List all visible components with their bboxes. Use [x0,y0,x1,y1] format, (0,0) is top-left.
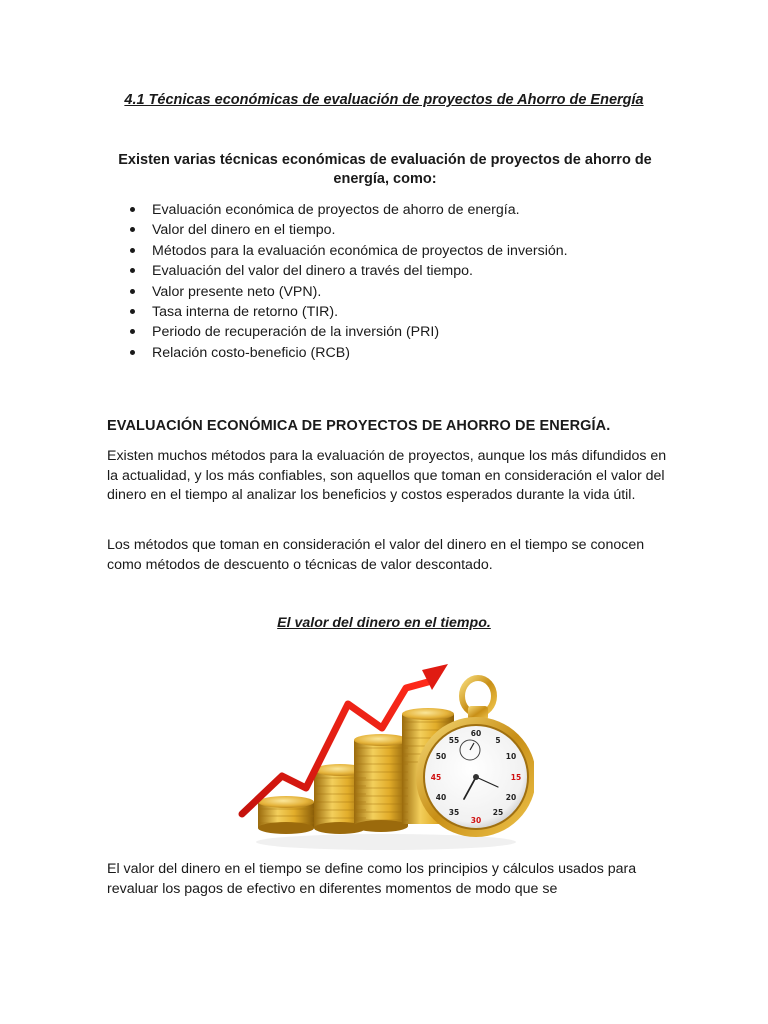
bullet-icon [130,350,135,355]
svg-text:45: 45 [430,773,442,782]
svg-text:15: 15 [510,773,522,782]
svg-text:20: 20 [505,793,517,802]
list-item: Evaluación económica de proyectos de ahorro de energía. [130,200,568,220]
list-item: Valor presente neto (VPN). [130,282,568,302]
techniques-list [130,200,568,363]
svg-text:25: 25 [492,808,504,817]
bullet-icon [130,207,135,212]
section-subtitle: El valor del dinero en el tiempo. [277,615,491,631]
bullet-icon [130,227,135,232]
paragraph: El valor del dinero en el tiempo se define como los principios y cálculos usados para revaluar los pagos de efectivo en diferentes momentos de modo que se [107,861,637,897]
bullet-icon [130,248,135,253]
list-item: Tasa interna de retorno (TIR). [130,302,568,322]
list-item: Relación costo-beneficio (RCB) [130,343,568,363]
svg-text:60: 60 [470,729,482,738]
svg-text:50: 50 [435,752,447,761]
paragraph: Existen muchos métodos para la evaluación de proyectos, aunque los más difundidos en la actualidad, y los más confiables, son aquellos que toman en consideración el valor del dinero en el tiempo al analizar los beneficios y costos esperados durante la vida útil. [107,448,667,504]
paragraph: Los métodos que toman en consideración el valor del dinero en el tiempo se conocen como métodos de descuento o técnicas de valor descontado. [107,537,645,573]
bullet-icon [130,329,135,334]
svg-text:55: 55 [448,736,460,745]
list-item: Valor del dinero en el tiempo. [130,220,568,240]
svg-text:10: 10 [505,752,517,761]
stopwatch-icon [416,678,534,837]
section-heading: EVALUACIÓN ECONÓMICA DE PROYECTOS DE AHORRO DE ENERGÍA. [107,418,611,434]
list-item: Evaluación del valor del dinero a través del tiempo. [130,261,568,281]
list-item: Métodos para la evaluación económica de proyectos de inversión. [130,241,568,261]
svg-text:35: 35 [448,808,460,817]
bullet-icon [130,289,135,294]
svg-text:30: 30 [470,816,482,825]
bullet-icon [130,268,135,273]
svg-text:5: 5 [495,736,501,745]
document-title: 4.1 Técnicas económicas de evaluación de proyectos de Ahorro de Energía [124,92,644,108]
bullet-icon [130,309,135,314]
svg-text:40: 40 [435,793,447,802]
money-time-illustration [236,642,534,852]
list-item: Periodo de recuperación de la inversión (PRI) [130,322,568,342]
intro-text: Existen varias técnicas económicas de evaluación de proyectos de ahorro de energía, como: [118,152,652,187]
